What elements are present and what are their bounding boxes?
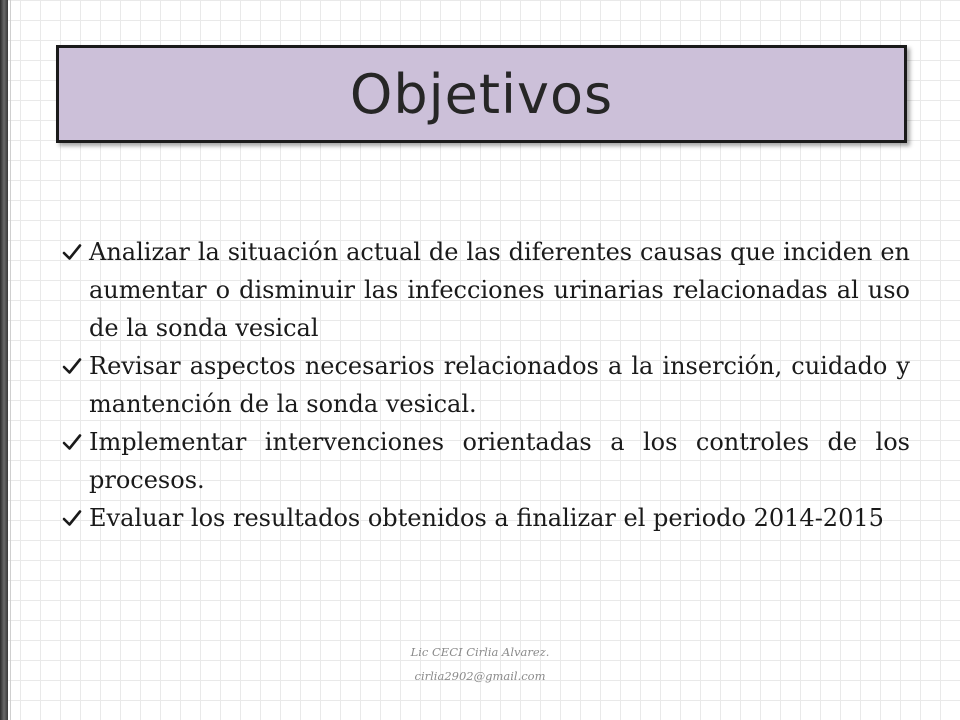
- title-banner: [56, 45, 907, 143]
- checkmark-icon: [62, 509, 82, 527]
- checkmark-icon: [62, 243, 82, 261]
- checkmark-icon: [62, 357, 82, 375]
- footer-email: cirlia2902@gmail.com: [414, 669, 546, 683]
- slide-title: Objetivos: [349, 62, 614, 126]
- checkmark-icon: [62, 433, 82, 451]
- footer-author: Lic CECI Cirlia Alvarez.: [410, 645, 550, 659]
- objective-text: Evaluar los resultados obtenidos a finalizar el periodo 2014-2015: [89, 504, 884, 532]
- objective-text: Revisar aspectos necesarios relacionados a la inserción, cuidado y mantención de la sonda vesical.: [89, 352, 910, 418]
- objective-item: [62, 499, 910, 537]
- objective-text: Analizar la situación actual de las diferentes causas que inciden en aumentar o disminuir las infecciones urinarias relacionadas al uso de la sonda vesical: [89, 238, 910, 342]
- footer-credit: [360, 640, 600, 688]
- objectives-list: [62, 233, 910, 537]
- objective-item: [62, 233, 910, 347]
- objective-item: [62, 347, 910, 423]
- page-edge-line: [10, 0, 11, 720]
- left-edge-bar: [0, 0, 8, 720]
- objective-item: [62, 423, 910, 499]
- objective-text: Implementar intervenciones orientadas a los controles de los procesos.: [89, 428, 910, 494]
